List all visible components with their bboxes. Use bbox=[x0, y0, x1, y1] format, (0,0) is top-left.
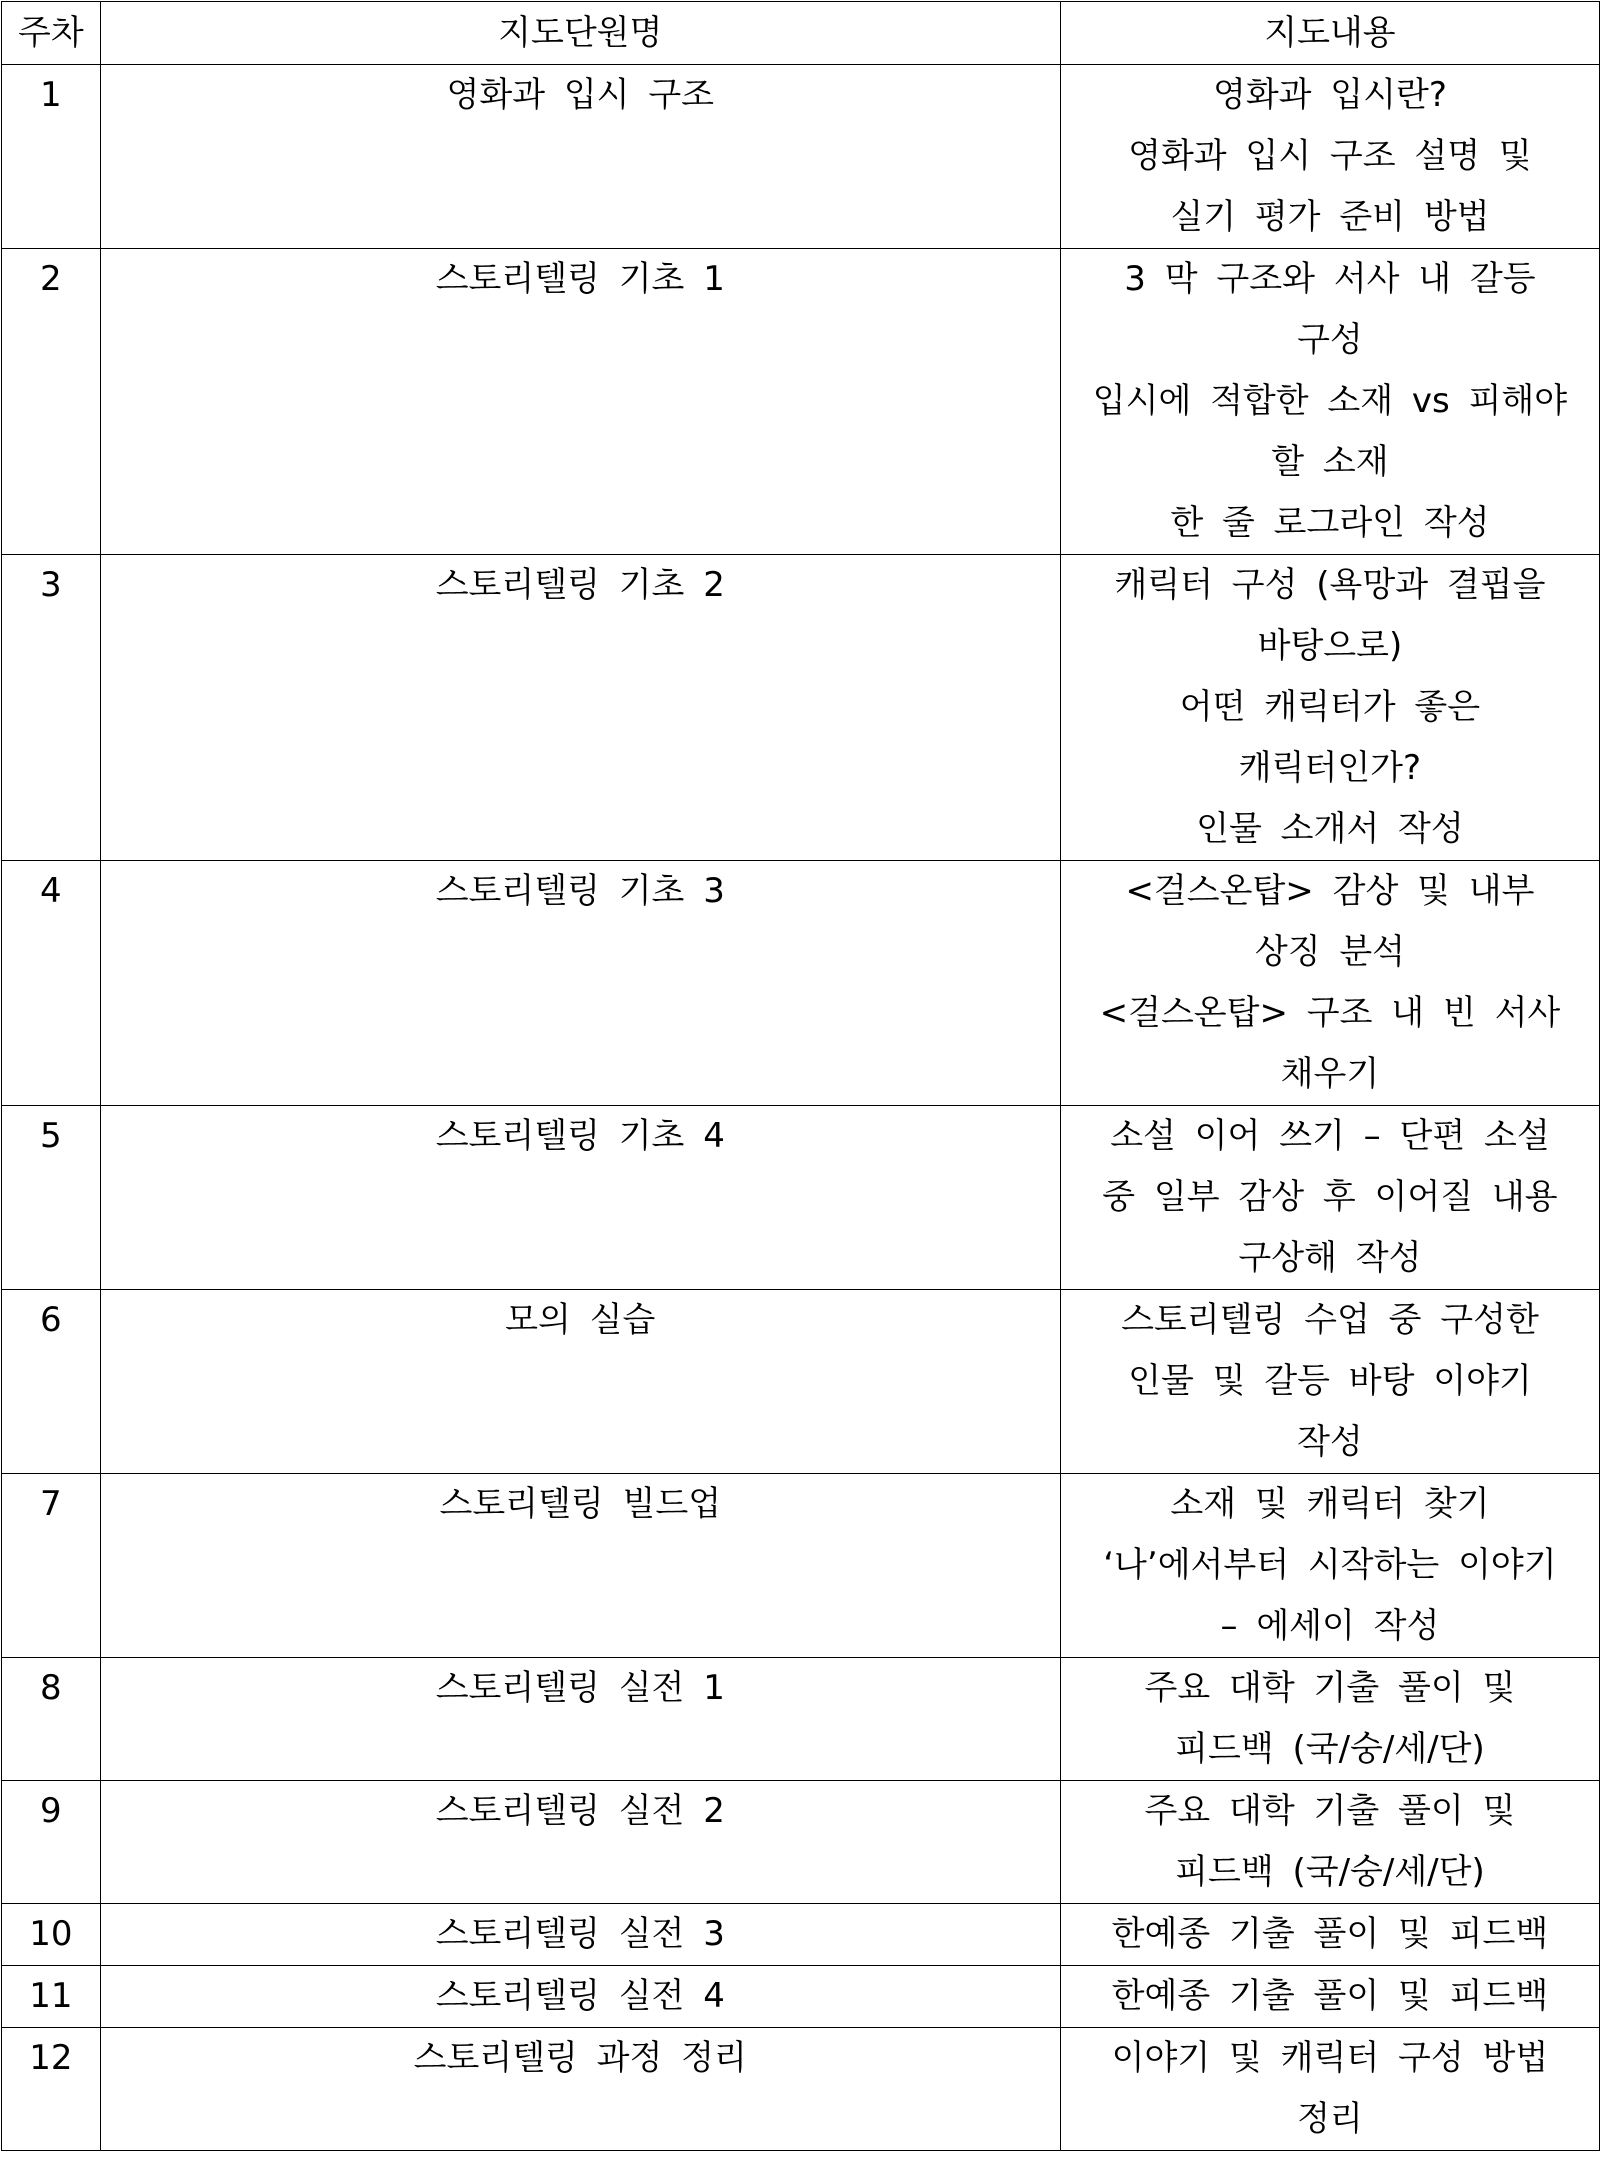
lesson-content bbox=[1060, 1966, 1599, 2028]
lesson-content bbox=[1060, 861, 1599, 1106]
content-line: 소설 이어 쓰기 – 단편 소설 bbox=[1110, 1116, 1550, 1156]
table-row bbox=[2, 1781, 1600, 1904]
header-row bbox=[2, 2, 1600, 65]
lesson-content bbox=[1060, 1474, 1599, 1658]
content-line: 이야기 및 캐릭터 구성 방법 bbox=[1111, 2038, 1549, 2078]
header-content: 지도내용 bbox=[1060, 2, 1599, 65]
week-number: 1 bbox=[2, 65, 101, 249]
content-line: 바탕으로) bbox=[1257, 626, 1403, 666]
content-line: 상징 분석 bbox=[1254, 932, 1406, 972]
lesson-content bbox=[1060, 1290, 1599, 1474]
content-line: 정리 bbox=[1297, 2099, 1363, 2139]
content-line: 어떤 캐릭터가 좋은 bbox=[1179, 687, 1481, 727]
table-row bbox=[2, 555, 1600, 861]
unit-name: 스토리텔링 실전 1 bbox=[100, 1658, 1060, 1781]
header-unit: 지도단원명 bbox=[100, 2, 1060, 65]
content-line: 피드백 (국/숭/세/단) bbox=[1175, 1729, 1485, 1769]
week-number: 3 bbox=[2, 555, 101, 861]
week-number: 6 bbox=[2, 1290, 101, 1474]
unit-name: 스토리텔링 실전 3 bbox=[100, 1904, 1060, 1966]
content-line: 주요 대학 기출 풀이 및 bbox=[1144, 1791, 1516, 1831]
content-line: 캐릭터인가? bbox=[1238, 748, 1422, 788]
content-line: 주요 대학 기출 풀이 및 bbox=[1144, 1668, 1516, 1708]
week-number: 12 bbox=[2, 2028, 101, 2151]
content-line: 구상해 작성 bbox=[1238, 1238, 1422, 1278]
unit-name: 스토리텔링 과정 정리 bbox=[100, 2028, 1060, 2151]
unit-name: 영화과 입시 구조 bbox=[100, 65, 1060, 249]
content-line: 구성 bbox=[1297, 320, 1363, 360]
lesson-content bbox=[1060, 249, 1599, 555]
week-number: 7 bbox=[2, 1474, 101, 1658]
lesson-content bbox=[1060, 1904, 1599, 1966]
content-line: 한예종 기출 풀이 및 피드백 bbox=[1111, 1914, 1549, 1954]
unit-name: 스토리텔링 빌드업 bbox=[100, 1474, 1060, 1658]
table-row bbox=[2, 1290, 1600, 1474]
content-line: 캐릭터 구성 (욕망과 결핍을 bbox=[1114, 565, 1546, 605]
table-row bbox=[2, 1474, 1600, 1658]
table-row bbox=[2, 1904, 1600, 1966]
content-line: 할 소재 bbox=[1271, 442, 1389, 482]
week-number: 2 bbox=[2, 249, 101, 555]
table-row bbox=[2, 249, 1600, 555]
content-line: 영화과 입시란? bbox=[1212, 75, 1447, 115]
lesson-content bbox=[1060, 65, 1599, 249]
unit-name: 스토리텔링 기초 3 bbox=[100, 861, 1060, 1106]
lesson-content bbox=[1060, 555, 1599, 861]
week-number: 5 bbox=[2, 1106, 101, 1290]
week-number: 10 bbox=[2, 1904, 101, 1966]
content-line: 중 일부 감상 후 이어질 내용 bbox=[1102, 1177, 1558, 1217]
content-line: 스토리텔링 수업 중 구성한 bbox=[1121, 1300, 1539, 1340]
content-line: 인물 소개서 작성 bbox=[1196, 809, 1464, 849]
unit-name: 스토리텔링 기초 1 bbox=[100, 249, 1060, 555]
unit-name: 모의 실습 bbox=[100, 1290, 1060, 1474]
table-row bbox=[2, 1658, 1600, 1781]
content-line: 채우기 bbox=[1280, 1054, 1380, 1094]
content-line: 한예종 기출 풀이 및 피드백 bbox=[1111, 1976, 1549, 2016]
table-row bbox=[2, 65, 1600, 249]
lesson-content bbox=[1060, 1106, 1599, 1290]
content-line: – 에세이 작성 bbox=[1220, 1606, 1440, 1646]
header-week: 주차 bbox=[2, 2, 101, 65]
unit-name: 스토리텔링 기초 4 bbox=[100, 1106, 1060, 1290]
table-body bbox=[2, 65, 1600, 2151]
lesson-content bbox=[1060, 1781, 1599, 1904]
content-line: <걸스온탑> 감상 및 내부 bbox=[1125, 871, 1535, 911]
content-line: 입시에 적합한 소재 vs 피해야 bbox=[1092, 381, 1568, 421]
table-row bbox=[2, 1106, 1600, 1290]
week-number: 8 bbox=[2, 1658, 101, 1781]
content-line: 피드백 (국/숭/세/단) bbox=[1175, 1852, 1485, 1892]
lesson-content bbox=[1060, 1658, 1599, 1781]
lesson-content bbox=[1060, 2028, 1599, 2151]
table-row bbox=[2, 861, 1600, 1106]
content-line: 3 막 구조와 서사 내 갈등 bbox=[1124, 259, 1536, 299]
content-line: 한 줄 로그라인 작성 bbox=[1170, 503, 1490, 543]
content-line: ‘나’에서부터 시작하는 이야기 bbox=[1103, 1545, 1557, 1585]
unit-name: 스토리텔링 기초 2 bbox=[100, 555, 1060, 861]
content-line: 실기 평가 준비 방법 bbox=[1170, 197, 1490, 237]
table-header bbox=[2, 2, 1600, 65]
unit-name: 스토리텔링 실전 4 bbox=[100, 1966, 1060, 2028]
content-line: 인물 및 갈등 바탕 이야기 bbox=[1128, 1361, 1532, 1401]
table-row bbox=[2, 2028, 1600, 2151]
table-row bbox=[2, 1966, 1600, 2028]
week-number: 4 bbox=[2, 861, 101, 1106]
unit-name: 스토리텔링 실전 2 bbox=[100, 1781, 1060, 1904]
week-number: 11 bbox=[2, 1966, 101, 2028]
content-line: 영화과 입시 구조 설명 및 bbox=[1128, 136, 1532, 176]
week-number: 9 bbox=[2, 1781, 101, 1904]
syllabus-table bbox=[1, 1, 1600, 2151]
content-line: 소재 및 캐릭터 찾기 bbox=[1170, 1484, 1490, 1524]
content-line: <걸스온탑> 구조 내 빈 서사 bbox=[1099, 993, 1561, 1033]
content-line: 작성 bbox=[1297, 1422, 1363, 1462]
